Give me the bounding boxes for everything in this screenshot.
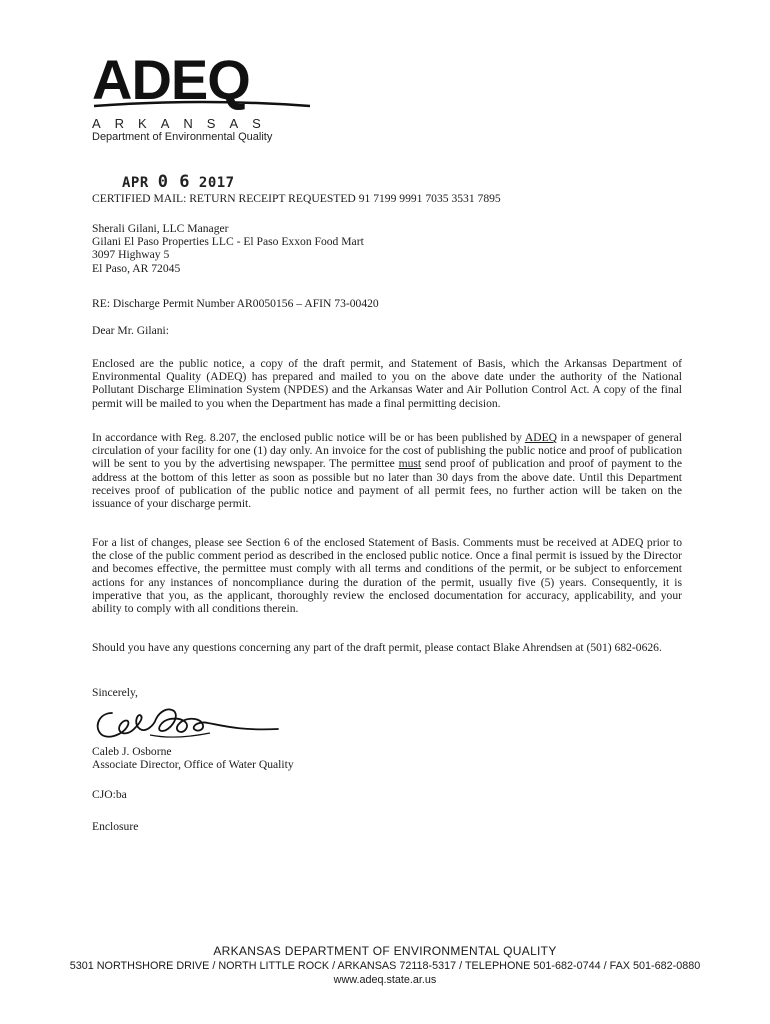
paragraph-2-underlined-adeq: ADEQ [524, 431, 558, 444]
footer-website: www.adeq.state.ar.us [333, 974, 437, 986]
salutation: Dear Mr. Gilani: [92, 324, 169, 337]
letterhead [92, 48, 392, 143]
state-name: ARKANSAS [92, 116, 275, 131]
typist-initials: CJO:ba [92, 788, 127, 801]
recipient-street: 3097 Highway 5 [92, 248, 170, 262]
date-stamp [122, 172, 235, 192]
department-name: Department of Environmental Quality [92, 131, 273, 143]
paragraph-2-part-2: in a newspaper of general circulation of your facility for one (1) day only. An invoice for the cost of publishing the public notice and proof of publication will be sent to you by the advertising newspaper. The permittee [92, 431, 682, 471]
recipient-city: El Paso, AR 72045 [92, 261, 181, 275]
recipient-company: Gilani El Paso Properties LLC - El Paso Exxon Food Mart [92, 235, 364, 249]
signer-title: Associate Director, Office of Water Quality [92, 758, 294, 772]
recipient-address [92, 222, 682, 275]
footer-address: 5301 NORTHSHORE DRIVE / NORTH LITTLE ROCK / ARKANSAS 72118-5317 / TELEPHONE 501-682-0744 / FAX 501-682-0880 [69, 960, 701, 972]
certified-mail-line: CERTIFIED MAIL: RETURN RECEIPT REQUESTED 91 7199 9991 7035 3531 7895 [92, 192, 501, 205]
paragraph-4: Should you have any questions concerning any part of the draft permit, please contact Blake Ahrendsen at (501) 682-0626. [92, 641, 662, 654]
enclosure-note: Enclosure [92, 820, 139, 833]
footer-department-name: ARKANSAS DEPARTMENT OF ENVIRONMENTAL QUALITY [213, 944, 557, 958]
re-line: RE: Discharge Permit Number AR0050156 – AFIN 73-00420 [92, 297, 379, 310]
signature-icon [90, 695, 280, 747]
signer-name: Caleb J. Osborne [92, 745, 172, 758]
stamp-year: 2017 [198, 175, 235, 191]
stamp-month: APR [122, 175, 149, 191]
paragraph-2-part-1: In accordance with Reg. 8.207, the enclosed public notice will be or has been published by [92, 431, 525, 444]
signer-block [92, 745, 682, 771]
recipient-name: Sherali Gilani, LLC Manager [92, 222, 229, 235]
closing: Sincerely, [92, 686, 138, 699]
paragraph-3: For a list of changes, please see Section 6 of the enclosed Statement of Basis. Comments must be received at ADEQ prior to the close of the public comment period as described in the enclosed public notice. Once a final permit is issued by the Director and becomes effective, the permittee must comply with all terms and conditions of the permit, or be subject to enforcement actions for any instances of noncompliance during the duration of the permit, usually five (5) years. Consequently, it is imperative that you, as the applicant, thoroughly review the enclosed documentation for accuracy, applicability, and your ability to comply with all conditions therein. [92, 536, 682, 616]
paragraph-2 [92, 431, 682, 510]
stamp-day: 0 6 [157, 172, 190, 192]
logo-text: ADEQ [92, 48, 250, 111]
logo-swoosh-icon [92, 96, 312, 110]
adeq-logo [92, 48, 392, 111]
footer [0, 944, 770, 986]
paragraph-2-part-3: send proof of publication and proof of payment to the address at the bottom of this letter as soon as possible but no later than 30 days from the above date. Until this Department receives proof of publication of the public notice and payment of all permit fees, no further action will be taken on the issuance of your discharge permit. [92, 457, 682, 511]
paragraph-2-underlined-must: must [398, 457, 422, 471]
paragraph-1: Enclosed are the public notice, a copy of the draft permit, and Statement of Basis, which the Arkansas Department of Environmental Quality (ADEQ) has prepared and mailed to you on the above date under the authority of the National Pollutant Discharge Elimination System (NPDES) and the Arkansas Water and Air Pollution Control Act. A copy of the final permit will be mailed to you when the Department has made a final permitting decision. [92, 357, 682, 410]
